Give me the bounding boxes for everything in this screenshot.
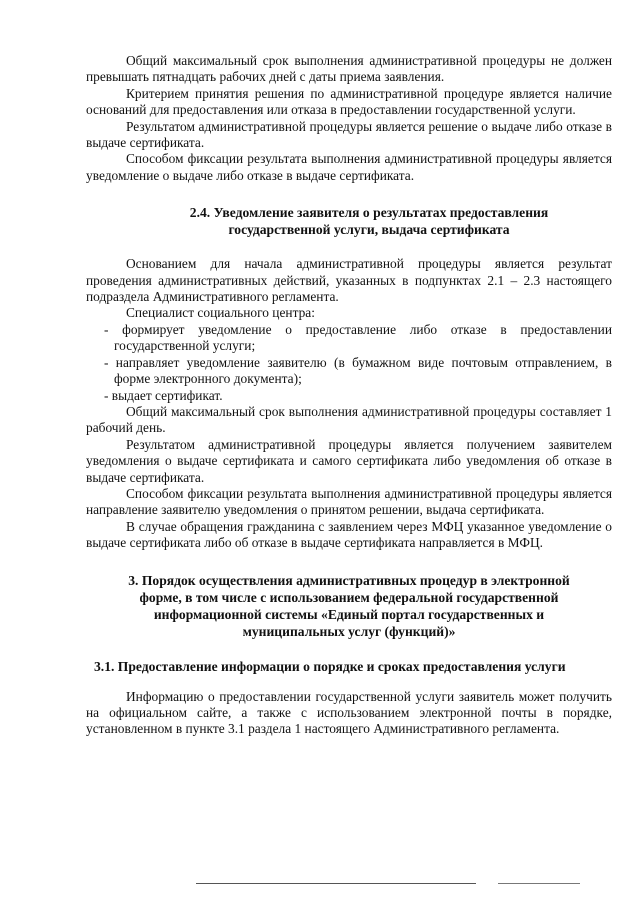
section-3-heading: [86, 572, 612, 640]
paragraph-max-term: Общий максимальный срок выполнения административной процедуры не должен превышать пятнадцать рабочих дней с даты приема заявления.: [86, 53, 612, 85]
paragraph-result-fixation: Способом фиксации результата выполнения административной процедуры является уведомление о выдаче либо отказе в выдаче сертификата.: [86, 151, 612, 183]
paragraph-basis: Основанием для начала административной процедуры является результат проведения административных действий, указанных в подпунктах 2.1 – 2.3 настоящего подраздела Административного регламента.: [86, 256, 612, 305]
paragraph-specialist: Специалист социального центра:: [126, 305, 315, 321]
paragraph-info: Информацию о предоставлении государственной услуги заявитель может получить на официальном сайте, а также с использованием электронной почты в порядке, установленном в пункте 3.1 раздела 1 настоящего Административного регламента.: [86, 688, 612, 737]
document-page: [86, 53, 612, 738]
footer-divider: [196, 883, 476, 884]
section-3-heading-line2: форме, в том числе с использованием федеральной государственной: [139, 589, 559, 605]
section-2-4-heading-line2: государственной услуги, выдача сертификата: [228, 222, 510, 238]
section-2-4-heading-line1: 2.4. Уведомление заявителя о результатах предоставления: [189, 205, 549, 221]
section-3-1-heading: 3.1. Предоставление информации о порядке и сроках предоставления услуги: [94, 658, 566, 674]
section-3-heading-line4: муниципальных услуг (функций)»: [242, 623, 456, 639]
section-3-heading-line3: информационной системы «Единый портал государственных и: [153, 606, 545, 622]
paragraph-result-2: Результатом административной процедуры является получением заявителем уведомления о выдаче сертификата и самого сертификата либо уведомления об отказе в выдаче сертификата.: [86, 436, 612, 485]
footer-divider-right: [498, 883, 580, 884]
section-3-heading-line1: 3. Порядок осуществления административных процедур в электронной: [128, 572, 570, 588]
list-item-issue-certificate: - выдает сертификат.: [104, 387, 223, 403]
section-2-4-heading: [86, 204, 612, 238]
paragraph-decision-criteria: Критерием принятия решения по административной процедуре является наличие оснований для предоставления или отказа в предоставлении государственной услуги.: [86, 85, 612, 118]
list-item-send-notice: - направляет уведомление заявителю (в бумажном виде почтовым отправлением, в форме электронного документа);: [104, 354, 612, 387]
paragraph-procedure-result: Результатом административной процедуры является решение о выдаче либо отказе в выдаче сертификата.: [86, 118, 612, 151]
list-item-form-notice: - формирует уведомление о предоставление либо отказе в предоставлении государственной услуги;: [104, 321, 612, 354]
paragraph-mfc: В случае обращения гражданина с заявлением через МФЦ указанное уведомление о выдаче сертификата либо об отказе в выдаче сертификата направляется в МФЦ.: [86, 518, 612, 551]
paragraph-fixation-2: Способом фиксации результата выполнения административной процедуры является направление заявителю уведомления о принятом решении, выдача сертификата.: [86, 485, 612, 518]
paragraph-max-term-2: Общий максимальный срок выполнения административной процедуры составляет 1 рабочий день.: [86, 403, 612, 436]
